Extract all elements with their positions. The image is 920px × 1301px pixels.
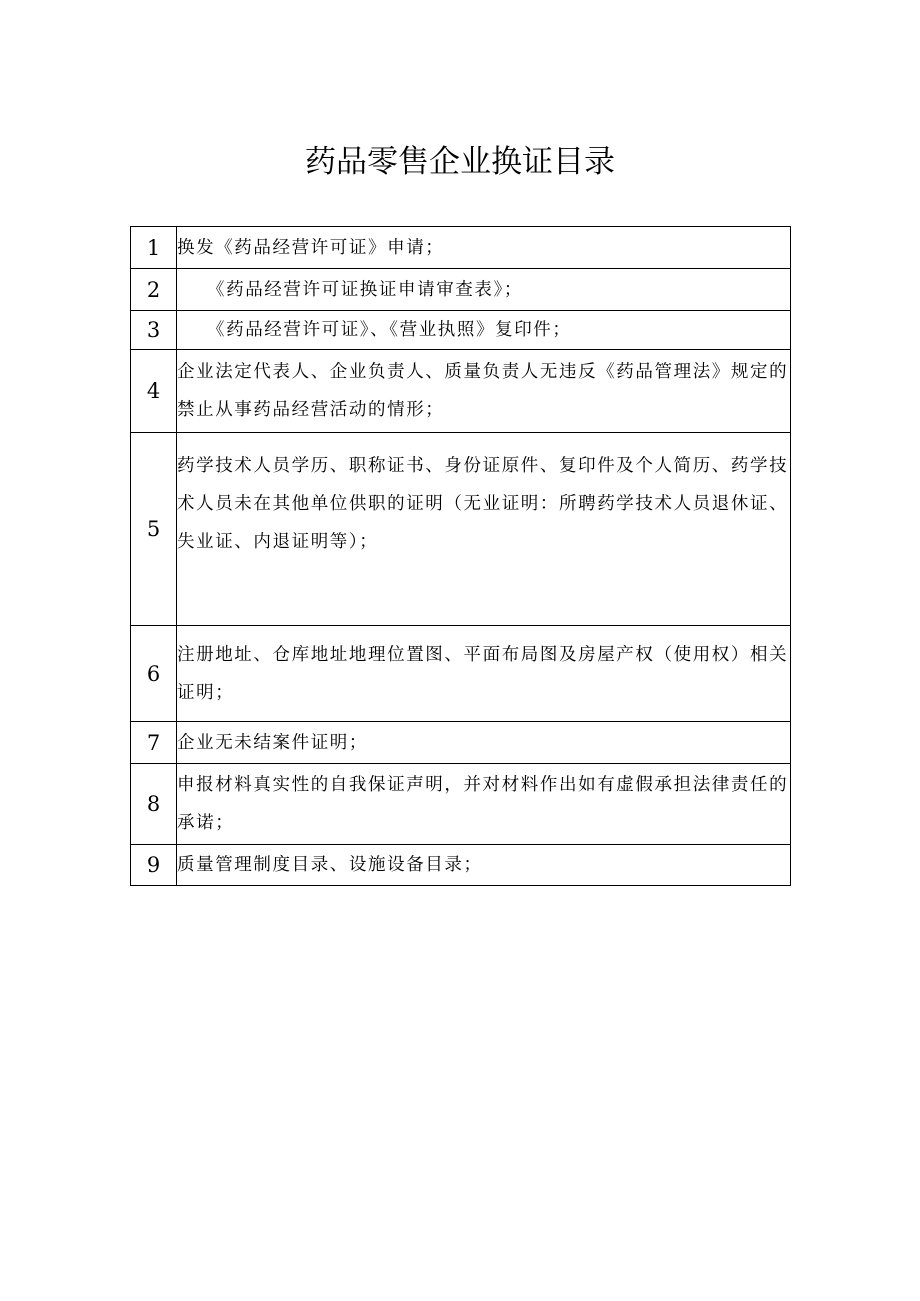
table-row [131,764,791,845]
row-number: 4 [131,350,177,433]
row-text: 《药品经营许可证换证申请审查表》； [177,269,791,311]
page-title: 药品零售企业换证目录 [305,144,615,180]
row-number: 1 [131,227,177,269]
row-text: 企业无未结案件证明； [177,722,791,764]
document-table [130,226,791,886]
row-text: 药学技术人员学历、职称证书、身份证原件、复印件及个人简历、药学技术人员未在其他单位供职的证明（无业证明：所聘药学技术人员退休证、失业证、内退证明等）； [177,433,791,626]
row-text: 申报材料真实性的自我保证声明，并对材料作出如有虚假承担法律责任的承诺； [177,764,791,845]
table-row [131,433,791,626]
row-number: 5 [131,433,177,626]
table-row [131,269,791,311]
table-row [131,722,791,764]
row-text: 《药品经营许可证》、《营业执照》复印件； [177,311,791,350]
row-number: 8 [131,764,177,845]
row-number: 9 [131,845,177,886]
table-row [131,227,791,269]
table-row [131,311,791,350]
table-row [131,350,791,433]
table-row [131,845,791,886]
row-text: 企业法定代表人、企业负责人、质量负责人无违反《药品管理法》规定的禁止从事药品经营活动的情形； [177,350,791,433]
row-text: 质量管理制度目录、设施设备目录； [177,845,791,886]
row-text: 换发《药品经营许可证》申请； [177,227,791,269]
row-text: 注册地址、仓库地址地理位置图、平面布局图及房屋产权（使用权）相关证明； [177,626,791,722]
row-number: 7 [131,722,177,764]
row-number: 2 [131,269,177,311]
table-row [131,626,791,722]
row-number: 6 [131,626,177,722]
row-number: 3 [131,311,177,350]
